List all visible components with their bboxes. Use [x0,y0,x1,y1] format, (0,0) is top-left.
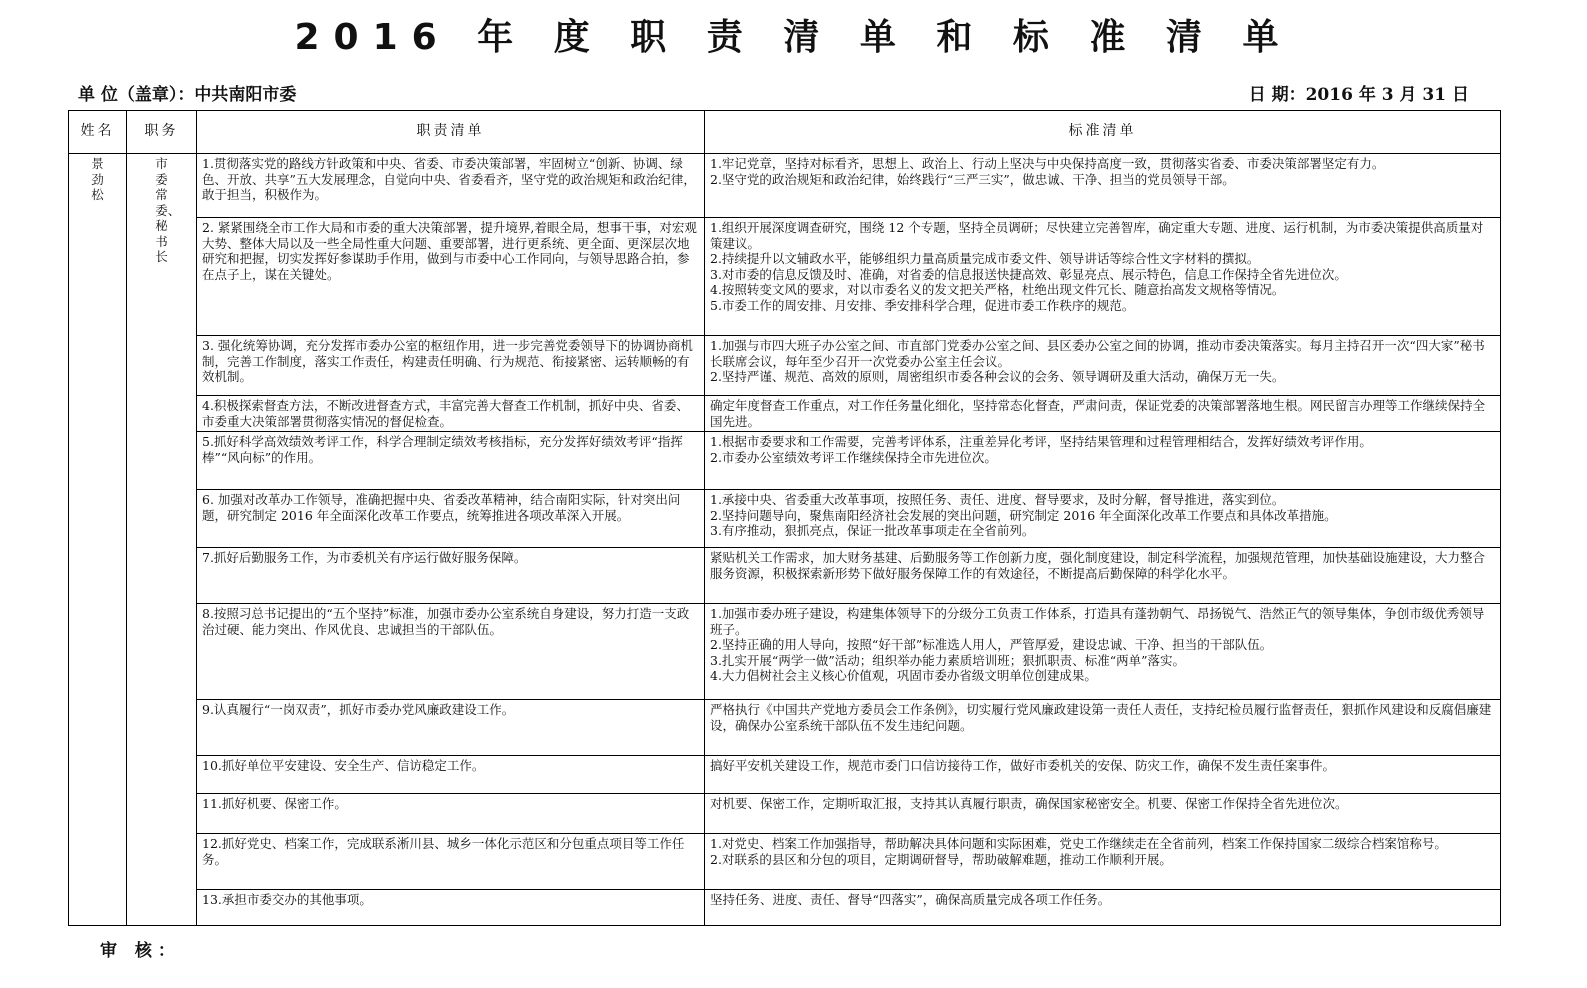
standard-item [705,890,1501,926]
standard-item [705,218,1501,336]
standard-line: 4.按照转变文风的要求，对以市委名义的发文把关严格，杜绝出现文件冗长、随意抬高发文规格等情况。 [710,282,1285,297]
standard-line: 紧贴机关工作需求，加大财务基建、后勤服务等工作创新力度，强化制度建设，制定科学流程，加强规范管理，加快基础设施建设，大力整合服务资源，积极探索新形势下做好服务保障工作的有效途径，不断提高后勤保障的科学化水平。 [710,550,1486,581]
standard-line: 搞好平安机关建设工作，规范市委门口信访接待工作，做好市委机关的安保、防灾工作，确保不发生责任案事件。 [710,758,1336,773]
table-row [69,834,1501,890]
standard-line: 2.市委办公室绩效考评工作继续保持全市先进位次。 [710,449,997,465]
standard-line: 4.大力倡树社会主义核心价值观，巩固市委办省级文明单位创建成果。 [710,668,1097,683]
table-row [69,604,1501,700]
standard-line: 3.扎实开展“两学一做”活动；组织举办能力素质培训班；狠抓职责、标准“两单”落实。 [710,652,1185,668]
table-header-row [69,111,1501,154]
standard-item [705,396,1501,432]
standard-line: 1.牢记党章，坚持对标看齐，思想上、政治上、行动上坚决与中央保持高度一致，贯彻落实省委、市委决策部署坚定有力。 [710,156,1385,171]
standard-item [705,490,1501,548]
standard-line: 2.坚持严谨、规范、高效的原则，周密组织市委各种会议的会务、领导调研及重大活动，确保万无一失。 [710,369,1285,384]
standard-line: 2.持续提升以文辅政水平，能够组织力量高质量完成市委文件、领导讲话等综合性文字材料的撰拟。 [710,251,1260,266]
duty-item: 11.抓好机要、保密工作。 [197,794,705,834]
header-standards: 标准清单 [705,111,1501,154]
duty-item: 3. 强化统筹协调，充分发挥市委办公室的枢纽作用，进一步完善党委领导下的协调协商机制，完善工作制度，落实工作责任，构建责任明确、行为规范、衔接紧密、运转顺畅的有效机制。 [197,336,705,396]
table-row [69,490,1501,548]
header-name: 姓名 [69,111,127,154]
person-name [69,154,127,926]
duty-item: 6. 加强对改革办工作领导，准确把握中央、省委改革精神，结合南阳实际，针对突出问题，研究制定 2016 年全面深化改革工作要点，统筹推进各项改革深入开展。 [197,490,705,548]
unit-label: 单 位（盖章）：中共南阳市委 [78,85,297,105]
table-row [69,794,1501,834]
header-position: 职务 [127,111,197,154]
table-row [69,154,1501,218]
standard-item [705,604,1501,700]
standard-line: 2.坚守党的政治规矩和政治纪律，始终践行“三严三实”，做忠诚、干净、担当的党员领导干部。 [710,171,1235,187]
responsibility-table [68,110,1501,926]
standard-line: 确定年度督查工作重点，对工作任务量化细化，坚持常态化督查，严肃问责，保证党委的决策部署落地生根。网民留言办理等工作继续保持全国先进。 [710,398,1486,429]
table-row [69,396,1501,432]
standard-line: 3.对市委的信息反馈及时、准确，对省委的信息报送快捷高效、彰显亮点、展示特色，信息工作保持全省先进位次。 [710,266,1347,282]
standard-line: 2.对联系的县区和分包的项目，定期调研督导，帮助破解难题，推动工作顺利开展。 [710,851,1172,867]
standard-line: 1.根据市委要求和工作需要，完善考评体系，注重差异化考评，坚持结果管理和过程管理相结合，发挥好绩效考评作用。 [710,434,1372,449]
date-label: 日 期：2016 年 3 月 31 日 [1248,85,1469,105]
standard-line: 2.坚持正确的用人导向，按照“好干部”标准选人用人，严管厚爱，建设忠诚、干净、担当的干部队伍。 [710,637,1273,652]
standard-item [705,432,1501,490]
duty-item: 4.积极探索督查方法，不断改进督查方式，丰富完善大督查工作机制，抓好中央、省委、市委重大决策部署贯彻落实情况的督促检查。 [197,396,705,432]
standard-line: 对机要、保密工作，定期听取汇报，支持其认真履行职责，确保国家秘密安全。机要、保密工作保持全省先进位次。 [710,796,1348,811]
standard-line: 1.加强与市四大班子办公室之间、市直部门党委办公室之间、县区委办公室之间的协调，推动市委决策落实。每月主持召开一次“四大家”秘书长联席会议，每年至少召开一次党委办公室主任会议。 [710,338,1485,369]
review-label: 审 核： [100,941,181,961]
standard-item [705,154,1501,218]
person-position-text: 市委常委、秘书长 [155,156,181,264]
page-title: 2016 年 度 职 责 清 单 和 标 准 清 单 [294,17,1293,58]
standard-item [705,548,1501,604]
table-row [69,756,1501,794]
standard-item [705,794,1501,834]
table-row [69,700,1501,756]
duty-item: 5.抓好科学高效绩效考评工作，科学合理制定绩效考核指标，充分发挥好绩效考评“指挥棒”“风向标”的作用。 [197,432,705,490]
duty-item: 12.抓好党史、档案工作，完成联系淅川县、城乡一体化示范区和分包重点项目等工作任务。 [197,834,705,890]
duty-item: 10.抓好单位平安建设、安全生产、信访稳定工作。 [197,756,705,794]
duty-item: 13.承担市委交办的其他事项。 [197,890,705,926]
person-name-text: 景劲松 [91,156,104,202]
table-row [69,548,1501,604]
standard-line: 坚持任务、进度、责任、督导“四落实”，确保高质量完成各项工作任务。 [710,892,1111,907]
table-row [69,336,1501,396]
standard-item [705,336,1501,396]
standard-line: 3.有序推动，狠抓亮点，保证一批改革事项走在全省前列。 [710,523,1035,538]
duty-item: 2. 紧紧围绕全市工作大局和市委的重大决策部署，提升境界,着眼全局，想事干事，对宏观大势、整体大局以及一些全局性重大问题、重要部署，进行更系统、更全面、更深层次地研究和把握，切实发挥好参谋助手作用，做到与市委中心工作同向，与领导思路合拍，参在点子上，谋在关键处。 [197,218,705,336]
standard-item [705,756,1501,794]
standard-line: 2.坚持问题导向，聚焦南阳经济社会发展的突出问题，研究制定 2016 年全面深化改革工作要点和具体改革措施。 [710,507,1337,523]
table-row [69,432,1501,490]
table-row [69,890,1501,926]
standard-item [705,834,1501,890]
duty-item: 9.认真履行“一岗双责”，抓好市委办党风廉政建设工作。 [197,700,705,756]
standard-line: 1.组织开展深度调查研究，围绕 12 个专题，坚持全员调研；尽快建立完善智库，确定重大专题、进度、运行机制，为市委决策提供高质量对策建议。 [710,220,1484,251]
duty-item: 7.抓好后勤服务工作，为市委机关有序运行做好服务保障。 [197,548,705,604]
duty-item: 8.按照习总书记提出的“五个坚持”标准，加强市委办公室系统自身建设，努力打造一支政治过硬、能力突出、作风优良、忠诚担当的干部队伍。 [197,604,705,700]
standard-line: 1.加强市委办班子建设，构建集体领导下的分级分工负责工作体系，打造具有蓬勃朝气、昂扬锐气、浩然正气的领导集体，争创市级优秀领导班子。 [710,606,1485,637]
standard-line: 严格执行《中国共产党地方委员会工作条例》，切实履行党风廉政建设第一责任人责任，支持纪检员履行监督责任，狠抓作风建设和反腐倡廉建设，确保办公室系统干部队伍不发生违纪问题。 [710,702,1492,733]
standard-line: 1.承接中央、省委重大改革事项，按照任务、责任、进度、督导要求，及时分解，督导推进，落实到位。 [710,492,1285,507]
header-duties: 职责清单 [197,111,705,154]
duty-item: 1.贯彻落实党的路线方针政策和中央、省委、市委决策部署，牢固树立“创新、协调、绿色、开放、共享”五大发展理念，自觉向中央、省委看齐，坚守党的政治规矩和政治纪律，敢于担当，积极作为。 [197,154,705,218]
standard-line: 1.对党史、档案工作加强指导，帮助解决具体问题和实际困难，党史工作继续走在全省前列，档案工作保持国家二级综合档案馆称号。 [710,836,1447,851]
person-position [127,154,197,926]
standard-item [705,700,1501,756]
table-row [69,218,1501,336]
standard-line: 5.市委工作的周安排、月安排、季安排科学合理，促进市委工作秩序的规范。 [710,297,1135,313]
